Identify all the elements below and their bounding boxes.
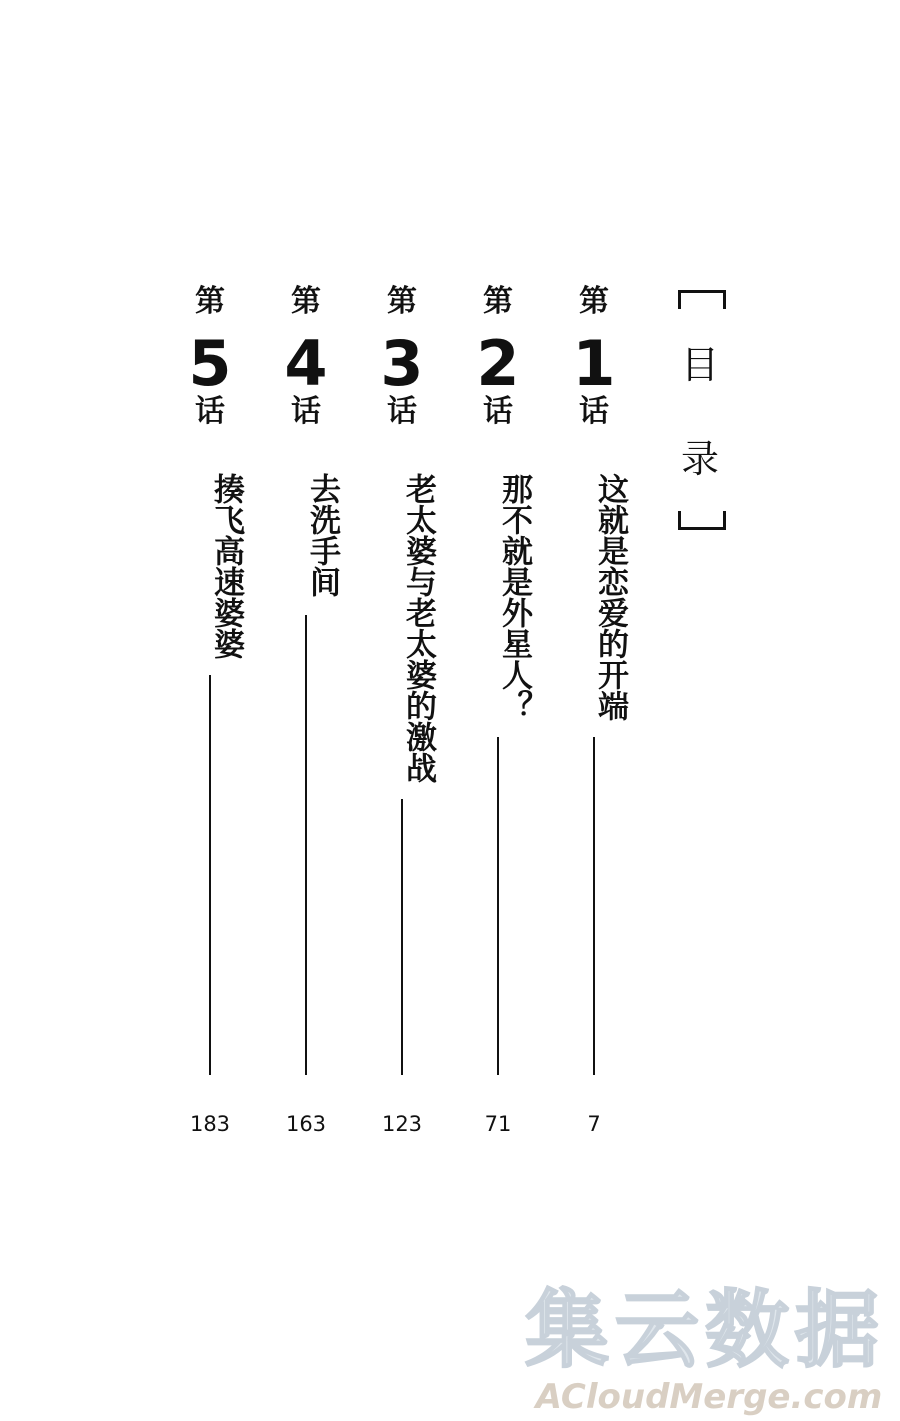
chapter-title: 揍飞高速婆婆: [208, 473, 244, 659]
chapter-number: 3: [380, 327, 424, 400]
toc-title-char-1: 目: [680, 343, 719, 387]
chapter-prefix: 第: [195, 284, 225, 319]
chapter-5[interactable]: [178, 285, 242, 1135]
chapter-number: 1: [572, 327, 616, 400]
chapter-suffix: 话: [291, 394, 321, 429]
chapter-title: 那不就是外星人？: [496, 473, 532, 721]
toc-title: [672, 290, 728, 530]
chapter-prefix: 第: [291, 284, 321, 319]
bracket-top: [678, 290, 726, 309]
chapter-title: 这就是恋爱的开端: [592, 473, 628, 721]
chapter-number: 5: [188, 327, 232, 400]
leader-line: [401, 799, 403, 1075]
page-number: 183: [189, 1112, 231, 1136]
leader-line: [497, 737, 499, 1075]
page-number: 71: [484, 1112, 512, 1136]
chapter-title: 老太婆与老太婆的激战: [400, 473, 436, 783]
chapter-suffix: 话: [195, 394, 225, 429]
watermark-url-text: ACloudMerge.com: [535, 1377, 883, 1417]
chapter-suffix: 话: [483, 394, 513, 429]
chapter-suffix: 话: [579, 394, 609, 429]
leader-line: [593, 737, 595, 1075]
leader-line: [209, 675, 211, 1075]
chapter-title: 去洗手间: [304, 473, 340, 597]
chapter-2[interactable]: [466, 285, 530, 1135]
page-number: 163: [285, 1112, 327, 1136]
chapter-suffix: 话: [387, 394, 417, 429]
watermark-chinese-text: 集云数据: [524, 1281, 885, 1379]
chapter-3[interactable]: [370, 285, 434, 1135]
leader-line: [305, 615, 307, 1075]
page-number: 7: [587, 1112, 601, 1136]
bracket-bottom: [678, 511, 726, 530]
chapter-number: 2: [476, 327, 520, 400]
page-number: 123: [381, 1112, 423, 1136]
chapter-number: 4: [284, 327, 328, 400]
watermark: [515, 1281, 895, 1418]
chapter-4[interactable]: [274, 285, 338, 1135]
chapter-1[interactable]: [562, 285, 626, 1135]
chapter-prefix: 第: [579, 284, 609, 319]
chapter-prefix: 第: [387, 284, 417, 319]
chapter-prefix: 第: [483, 284, 513, 319]
toc-title-char-2: 录: [680, 437, 719, 481]
